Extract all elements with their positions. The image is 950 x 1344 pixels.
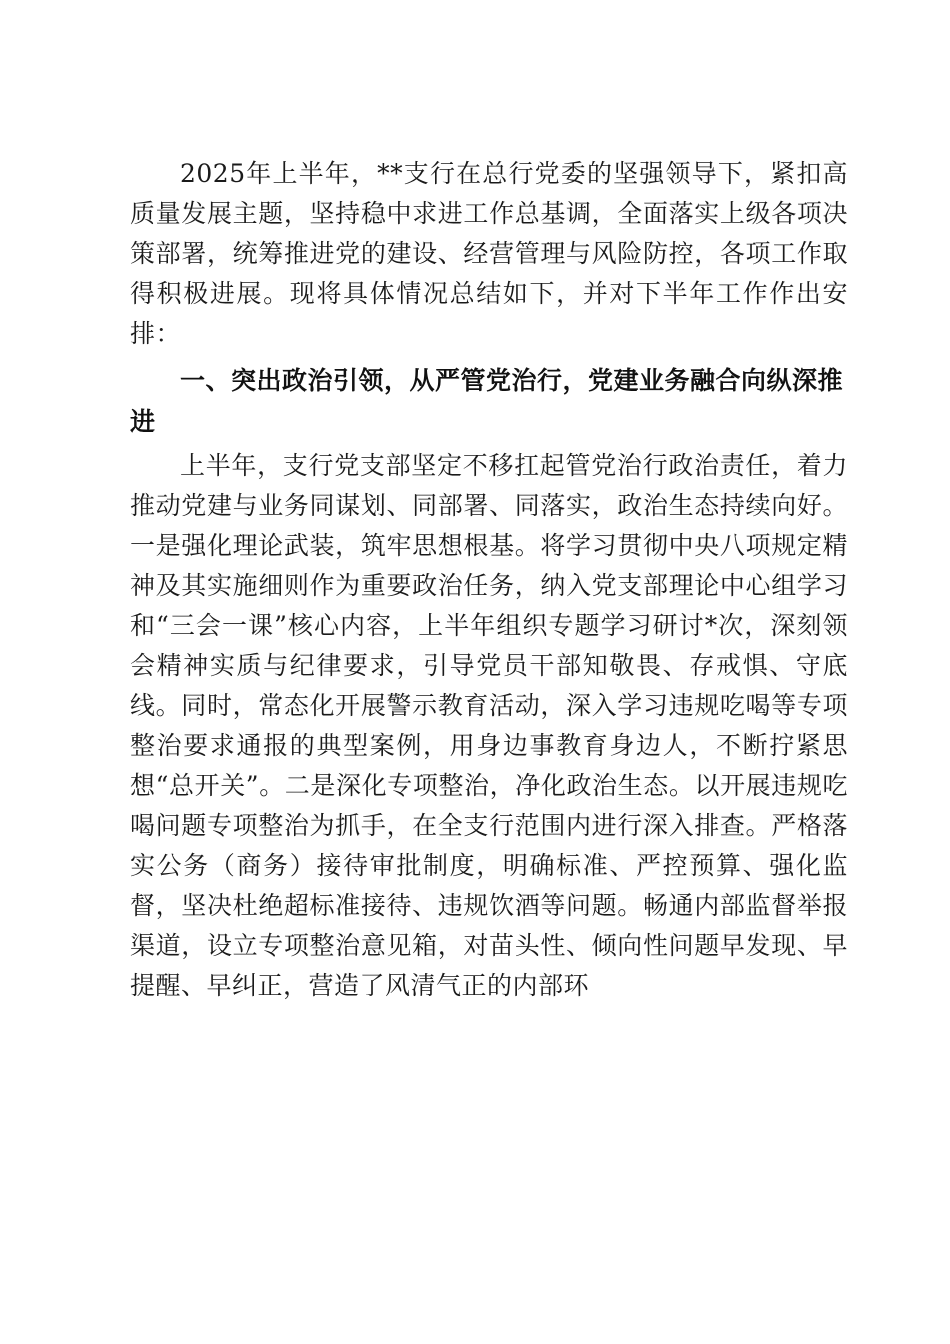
document-body xyxy=(130,154,848,1006)
section-heading: 一、突出政治引领，从严管党治行，党建业务融合向纵深推进 xyxy=(130,366,844,436)
intro-paragraph: 2025年上半年，**支行在总行党委的坚强领导下，紧扣高质量发展主题，坚持稳中求进工作总基调，全面落实上级各项决策部署，统筹推进党的建设、经营管理与风险防控，各项工作取得积极进展。现将具体情况总结如下，并对下半年工作作出安排： xyxy=(130,159,848,348)
section-body-paragraph: 上半年，支行党支部坚定不移扛起管党治行政治责任，着力推动党建与业务同谋划、同部署、同落实，政治生态持续向好。一是强化理论武装，筑牢思想根基。将学习贯彻中央八项规定精神及其实施细则作为重要政治任务，纳入党支部理论中心组学习和“三会一课”核心内容，上半年组织专题学习研讨*次，深刻领会精神实质与纪律要求，引导党员干部知敬畏、存戒惧、守底线。同时，常态化开展警示教育活动，深入学习违规吃喝等专项整治要求通报的典型案例，用身边事教育身边人，不断拧紧思想“总开关”。二是深化专项整治，净化政治生态。以开展违规吃喝问题专项整治为抓手，在全支行范围内进行深入排查。严格落实公务（商务）接待审批制度，明确标准、严控预算、强化监督，坚决杜绝超标准接待、违规饮酒等问题。畅通内部监督举报渠道，设立专项整治意见箱，对苗头性、倾向性问题早发现、早提醒、早纠正，营造了风清气正的内部环 xyxy=(130,451,848,1000)
